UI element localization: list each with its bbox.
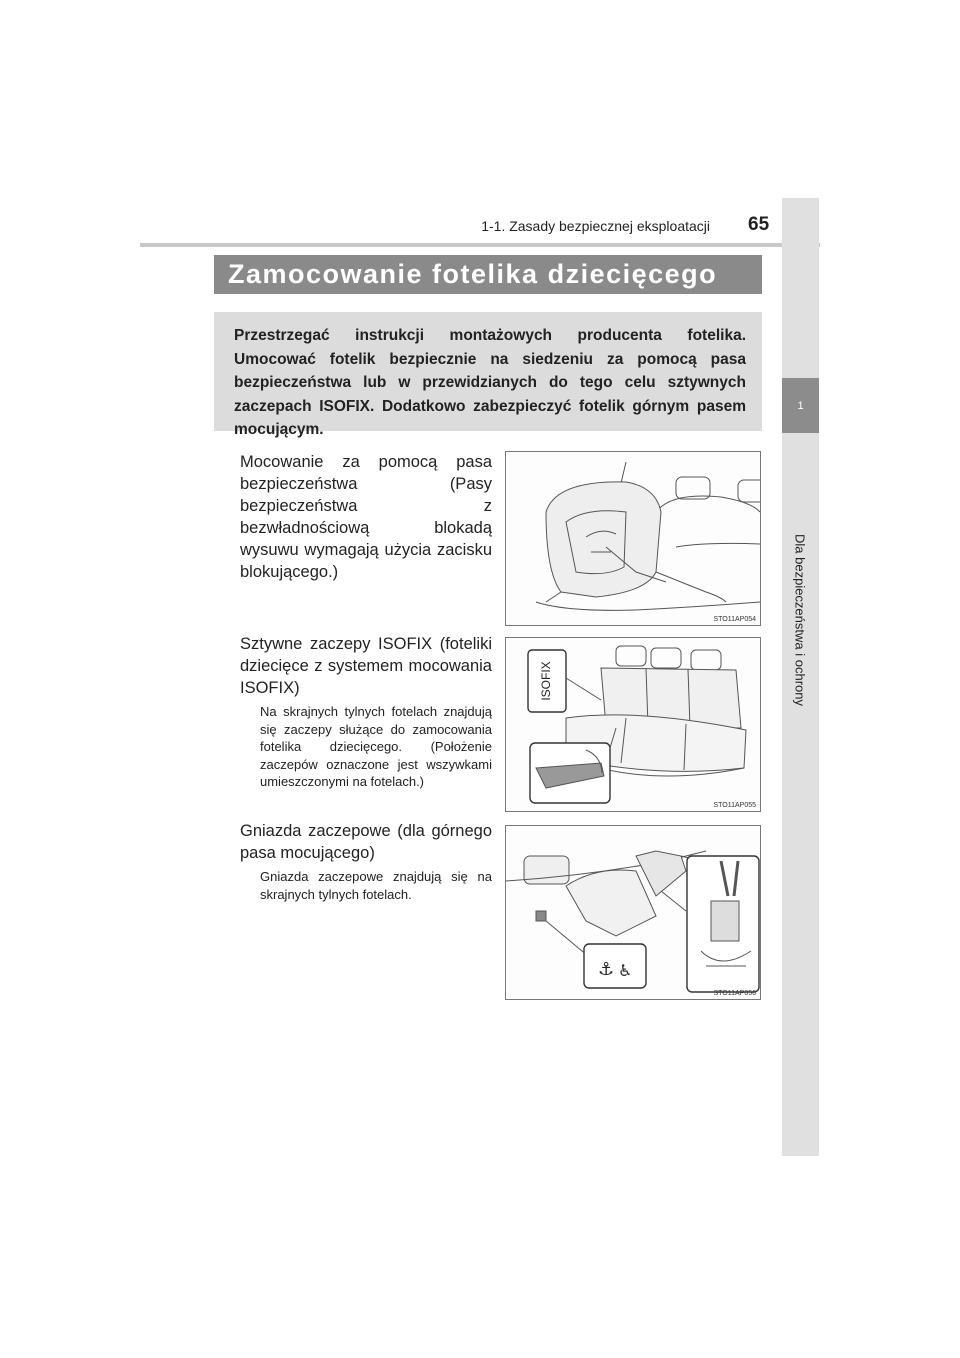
top-tether-anchor-illustration bbox=[506, 826, 760, 999]
section-title: Zamocowanie fotelika dziecięcego bbox=[228, 259, 718, 289]
item-heading: Sztywne zaczepy ISOFIX (foteliki dziecięce z systemem mocowania ISOFIX) bbox=[240, 635, 492, 697]
figure-code: STO11AP056 bbox=[713, 990, 756, 997]
chapter-number: 1 bbox=[782, 378, 819, 433]
anchor-icon: ⚓ bbox=[598, 959, 615, 980]
child-seat-icon: ♿ bbox=[618, 961, 633, 980]
item-note: Na skrajnych tylnych fotelach znajdują się zaczepy służące do zamocowania fotelika dziecięcego. (Położenie zaczepów oznaczone jest wszywkami umieszczonymi na fotelach.) bbox=[260, 704, 492, 789]
isofix-anchors-illustration bbox=[506, 638, 760, 811]
item-note: Gniazda zaczepowe znajdują się na skrajnych tylnych fotelach. bbox=[260, 869, 492, 902]
figure-code: STO11AP055 bbox=[713, 802, 756, 809]
figure-anchor-brackets bbox=[505, 825, 761, 1000]
figure-seat-belt bbox=[505, 451, 761, 626]
isofix-label: ISOFIX bbox=[539, 661, 554, 701]
item-heading: Gniazda zaczepowe (dla górnego pasa mocującego) bbox=[240, 822, 492, 862]
page-number: 65 bbox=[748, 214, 770, 235]
section-reference: 1-1. Zasady bezpiecznej eksploatacji bbox=[481, 218, 710, 234]
section-banner bbox=[214, 255, 762, 294]
item-heading: Mocowanie za pomocą pasa bezpieczeństwa (Pasy bezpieczeństwa z bezwładnościową blokadą wysuwu wymagają użycia zacisku blokującego.) bbox=[240, 453, 492, 581]
item-seat-belt bbox=[240, 451, 492, 583]
header-rule bbox=[140, 243, 820, 247]
intro-box bbox=[214, 312, 762, 438]
intro-text: Przestrzegać instrukcji montażowych producenta fotelika. Umocować fotelik bezpiecznie na siedzeniu za pomocą pasa bezpieczeństwa lub w przewidzianych do tego celu sztywnych zaczepach ISOFIX. Dodatkowo zabezpieczyć fotelik górnym pasem mocującym. bbox=[234, 327, 746, 438]
item-anchor-brackets bbox=[240, 820, 492, 903]
chapter-title: Dla bezpieczeństwa i ochrony bbox=[792, 534, 808, 706]
figure-isofix bbox=[505, 637, 761, 812]
figure-code: STO11AP054 bbox=[713, 616, 756, 623]
child-seat-illustration bbox=[506, 452, 760, 625]
item-isofix bbox=[240, 633, 492, 791]
